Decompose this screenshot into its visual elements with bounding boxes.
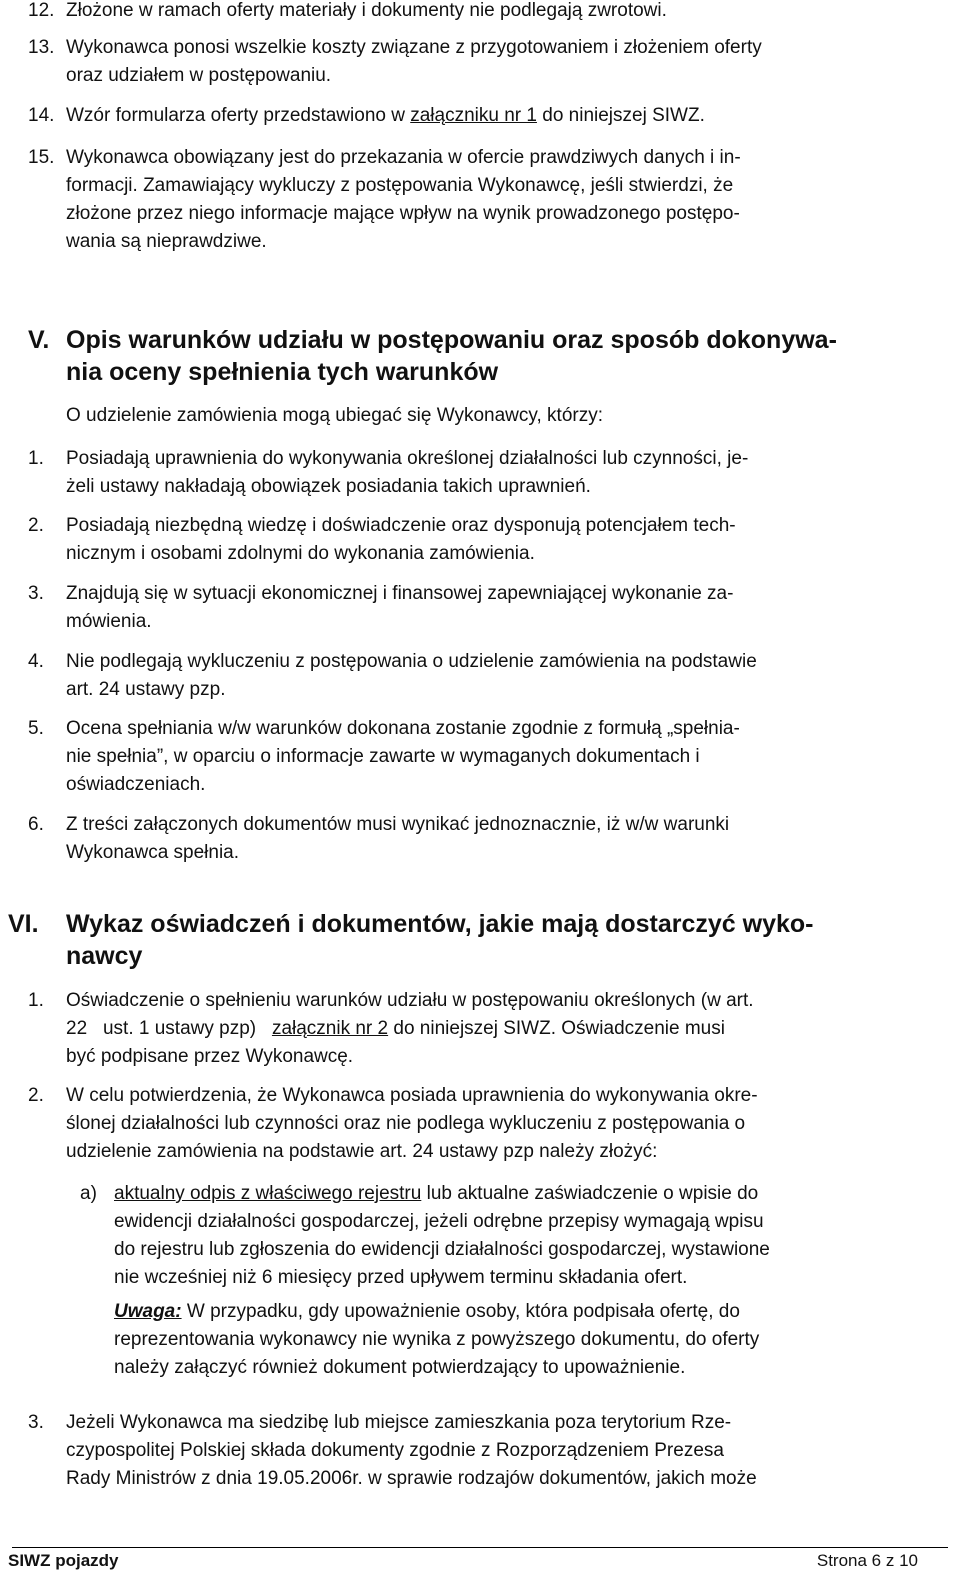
section-number: V. (28, 326, 50, 354)
item-number: 12. (28, 0, 55, 21)
item-number: 3. (28, 583, 44, 604)
attachment-link[interactable]: załącznik nr 2 (271, 1018, 389, 1039)
item-text: oświadczeniach. (66, 774, 206, 795)
item-text: Znajdują się w sytuacji ekonomicznej i finansowej zapewniającej wykonanie za- (66, 583, 734, 604)
item-text: Oświadczenie o spełnieniu warunków udziału w postępowaniu określonych (w art. (66, 990, 754, 1011)
footer-doc-title: SIWZ pojazdy (8, 1551, 119, 1570)
item-number: 2. (28, 515, 44, 536)
item-text: złożone przez niego informacje mające wpływ na wynik prowadzonego postępo- (66, 203, 740, 224)
note-text: Uwaga: W przypadku, gdy upoważnienie osoby, która podpisała ofertę, do (114, 1301, 740, 1322)
subitem-label: a) (80, 1183, 97, 1204)
item-number: 1. (28, 448, 44, 469)
item-text: Nie podlegają wykluczeniu z postępowania o udzielenie zamówienia na podstawie (66, 651, 757, 672)
section-intro: O udzielenie zamówienia mogą ubiegać się Wykonawcy, którzy: (66, 405, 604, 426)
item-text: Jeżeli Wykonawca ma siedzibę lub miejsce zamieszkania poza terytorium Rze- (66, 1412, 732, 1433)
section-title: nawcy (66, 942, 143, 970)
item-number: 1. (28, 990, 44, 1011)
item-number: 14. (28, 105, 55, 126)
section-title: nia oceny spełnienia tych warunków (66, 358, 499, 386)
item-text: Z treści załączonych dokumentów musi wynikać jednoznacznie, iż w/w warunki (66, 814, 730, 835)
item-text: Posiadają uprawnienia do wykonywania określonej działalności lub czynności, je- (66, 448, 749, 469)
item-text: ślonej działalności lub czynności oraz nie podlega wykluczeniu z postępowania o (66, 1113, 746, 1134)
register-link[interactable]: aktualny odpis z właściwego rejestru (114, 1183, 422, 1204)
item-text: Wzór formularza oferty przedstawiono w załączniku nr 1 do niniejszej SIWZ. (66, 105, 705, 126)
item-text: formacji. Zamawiający wykluczy z postępowania Wykonawcę, jeśli stwierdzi, że (66, 175, 734, 196)
attachment-link[interactable]: załączniku nr 1 (410, 105, 537, 126)
section-title: Wykaz oświadczeń i dokumentów, jakie mają dostarczyć wyko- (66, 910, 814, 938)
section-title: Opis warunków udziału w postępowaniu oraz sposób dokonywa- (66, 326, 837, 354)
footer-page-number: Strona 6 z 10 (816, 1551, 918, 1570)
subitem-text: aktualny odpis z właściwego rejestru lub aktualne zaświadczenie o wpisie do (114, 1183, 759, 1204)
item-text: mówienia. (66, 611, 152, 632)
item-text: Rady Ministrów z dnia 19.05.2006r. w sprawie rodzajów dokumentów, jakich może (66, 1468, 757, 1489)
item-text: żeli ustawy nakładają obowiązek posiadania takich uprawnień. (66, 476, 591, 497)
item-number: 13. (28, 37, 55, 58)
item-text: oraz udziałem w postępowaniu. (66, 65, 332, 86)
item-text: art. 24 ustawy pzp. (66, 679, 226, 700)
item-text: Wykonawca ponosi wszelkie koszty związane z przygotowaniem i złożeniem oferty (66, 37, 762, 58)
item-text: Wykonawca obowiązany jest do przekazania w ofercie prawdziwych danych i in- (66, 147, 741, 168)
subitem-text: nie wcześniej niż 6 miesięcy przed upływem terminu składania ofert. (114, 1267, 688, 1288)
item-text: czypospolitej Polskiej składa dokumenty zgodnie z Rozporządzeniem Prezesa (66, 1440, 724, 1461)
item-number: 4. (28, 651, 44, 672)
item-text: Ocena spełniania w/w warunków dokonana zostanie zgodnie z formułą „spełnia- (66, 718, 740, 739)
item-text: 22 ust. 1 ustawy pzp) załącznik nr 2 do niniejszej SIWZ. Oświadczenie musi (66, 1018, 725, 1039)
item-text: Posiadają niezbędną wiedzę i doświadczenie oraz dysponują potencjałem tech- (66, 515, 736, 536)
item-text: wania są nieprawdziwe. (66, 231, 267, 252)
item-text: Wykonawca spełnia. (66, 842, 240, 863)
note-text: reprezentowania wykonawcy nie wynika z powyższego dokumentu, do oferty (114, 1329, 760, 1350)
item-text: Złożone w ramach oferty materiały i dokumenty nie podlegają zwrotowi. (66, 0, 667, 21)
note-text: należy załączyć również dokument potwierdzający to upoważnienie. (114, 1357, 686, 1378)
item-number: 3. (28, 1412, 44, 1433)
item-number: 6. (28, 814, 44, 835)
subitem-text: ewidencji działalności gospodarczej, jeżeli odrębne przepisy wymagają wpisu (114, 1211, 764, 1232)
footer-divider (12, 1547, 948, 1548)
item-number: 2. (28, 1085, 44, 1106)
note-label: Uwaga: (114, 1301, 182, 1322)
item-text: udzielenie zamówienia na podstawie art. 24 ustawy pzp należy złożyć: (66, 1141, 658, 1162)
item-number: 5. (28, 718, 44, 739)
item-text: nie spełnia”, w oparciu o informacje zawarte w wymaganych dokumentach i (66, 746, 700, 767)
subitem-text: do rejestru lub zgłoszenia do ewidencji działalności gospodarczej, wystawione (114, 1239, 770, 1260)
section-number: VI. (8, 910, 39, 938)
item-number: 15. (28, 147, 55, 168)
item-text: W celu potwierdzenia, że Wykonawca posiada uprawnienia do wykonywania okre- (66, 1085, 758, 1106)
item-text: być podpisane przez Wykonawcę. (66, 1046, 354, 1067)
item-text: nicznym i osobami zdolnymi do wykonania zamówienia. (66, 543, 535, 564)
